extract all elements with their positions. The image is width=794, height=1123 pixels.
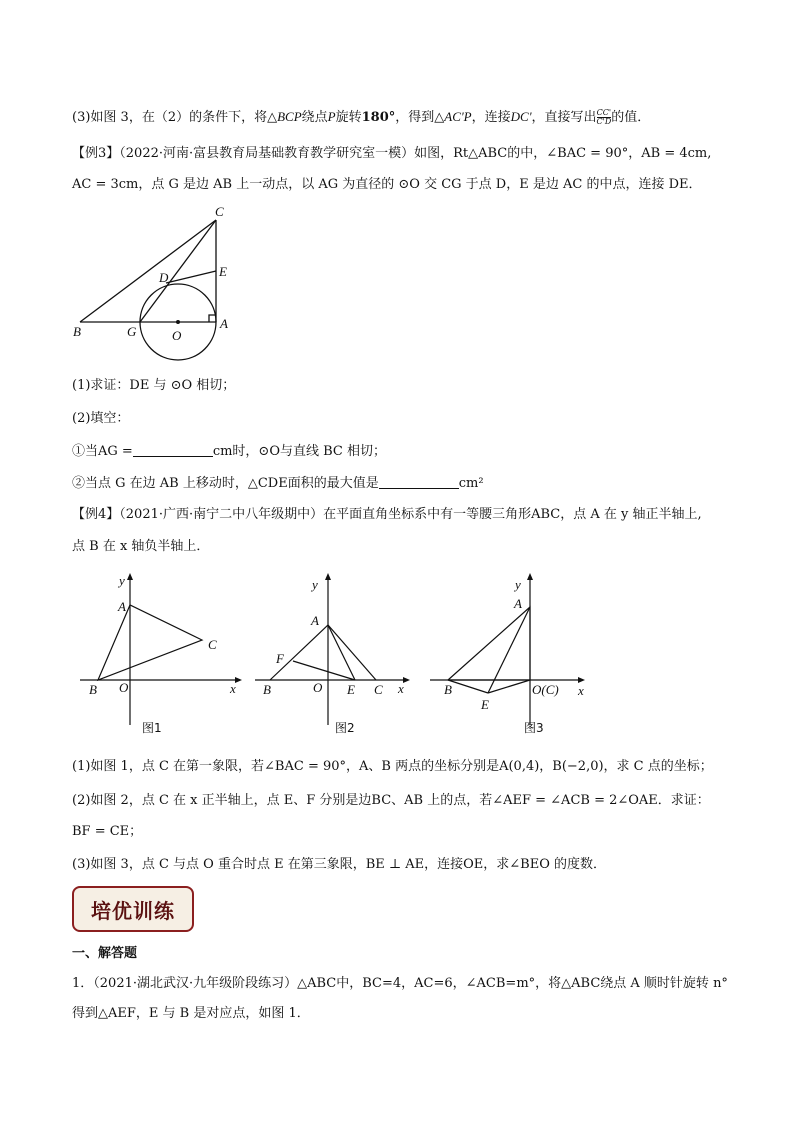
ex3-q2b: ②当点 G 在边 AB 上移动时，△CDE面积的最大值是 cm²	[72, 476, 484, 491]
label-y: y	[515, 577, 521, 592]
triangle-ABC	[98, 605, 202, 680]
y-arrow	[527, 573, 533, 580]
line-BE	[448, 680, 488, 693]
line-FE	[293, 661, 355, 680]
line-EO	[488, 680, 530, 693]
label-x: x	[398, 681, 404, 696]
problem1-line1: 1．（2021·湖北武汉·九年级阶段练习）△ABC中，BC=4，AC=6，∠ACB=m°，将△ABC绕点 A 顺时针旋转 n°	[72, 976, 728, 991]
section-heading: 一、解答题	[72, 946, 138, 961]
label-B: B	[89, 682, 97, 697]
section-badge: 培优训练	[72, 886, 194, 932]
example4-line2: 点 B 在 x 轴负半轴上．	[72, 539, 210, 554]
y-arrow	[325, 573, 331, 580]
label-O-C: O(C)	[532, 682, 559, 697]
label-y: y	[312, 577, 318, 592]
caption: 图1	[142, 721, 162, 735]
label-E: E	[347, 682, 355, 697]
label-C: C	[208, 637, 217, 652]
triangle-ABC	[270, 625, 376, 680]
label-G: G	[127, 324, 137, 339]
fraction: $\frac{CC'}{C'D}$	[596, 108, 612, 126]
example3-line1: 【例3】（2022·河南·富县教育局基础教育教学研究室一模）如图，Rt△ABC的中，∠BAC = 90°，AB = 4cm,	[72, 146, 712, 161]
line-BC	[80, 220, 216, 322]
label-O: O	[313, 680, 323, 695]
ex4-q3: (3)如图 3，点 C 与点 O 重合时点 E 在第三象限，BE ⊥ AE，连接OE，求∠BEO 的度数．	[72, 857, 606, 872]
label-x: x	[230, 681, 236, 696]
caption: 图3	[524, 721, 544, 735]
label-B: B	[73, 324, 81, 339]
line-GC	[140, 220, 216, 322]
example3-line2: AC = 3cm，点 G 是边 AB 上一动点，以 AG 为直径的 ⊙O 交 CG 于点 D，E 是边 AC 的中点，连接 DE．	[72, 177, 702, 192]
label-E: E	[481, 697, 489, 712]
problem1-line2: 得到△AEF，E 与 B 是对应点，如图 1．	[72, 1006, 310, 1021]
label-A: A	[118, 599, 126, 614]
answer-blank-1[interactable]	[133, 442, 213, 457]
figure-2	[255, 575, 420, 740]
label-O: O	[119, 680, 129, 695]
label-A: A	[220, 316, 228, 331]
ex3-q1: (1)求证：DE 与 ⊙O 相切；	[72, 378, 236, 393]
label-x: x	[578, 683, 584, 698]
x-arrow	[403, 677, 410, 683]
ex4-q1: (1)如图 1，点 C 在第一象限，若∠BAC = 90°，A、B 两点的坐标分别是A(0,4)，B(−2,0)，求 C 点的坐标；	[72, 759, 713, 774]
ex3-q2a: ①当AG = cm时，⊙O与直线 BC 相切；	[72, 444, 386, 459]
answer-blank-2[interactable]	[379, 474, 459, 489]
label-O: O	[172, 328, 182, 343]
line-AE	[328, 625, 355, 680]
label-A: A	[514, 596, 522, 611]
label-F: F	[276, 651, 284, 666]
example4-line1: 【例4】（2021·广西·南宁二中八年级期中）在平面直角坐标系中有一等腰三角形ABC，点 A 在 y 轴正半轴上,	[72, 507, 702, 522]
ex3-q2: (2)填空：	[72, 411, 130, 426]
label-B: B	[444, 682, 452, 697]
label-B: B	[263, 682, 271, 697]
caption: 图2	[335, 721, 355, 735]
triangle-ABC	[448, 607, 530, 680]
part3-line: (3)如图 3，在（2）的条件下，将△BCP绕点P旋转180°，得到△AC'P，连接DC'，直接写出 $\frac{CC'}{C'D}$ 的值．	[72, 108, 651, 126]
figure-3	[430, 575, 600, 740]
center-O-dot	[176, 320, 180, 324]
label-A: A	[311, 613, 319, 628]
example3-figure	[70, 200, 240, 350]
y-arrow	[127, 573, 133, 580]
ex4-q2a: (2)如图 2，点 C 在 x 正半轴上，点 E、F 分别是边BC、AB 上的点，若∠AEF = ∠ACB = 2∠OAE．求证：	[72, 793, 710, 808]
label-C: C	[374, 682, 383, 697]
x-arrow	[235, 677, 242, 683]
label-D: D	[159, 270, 169, 285]
label-C: C	[215, 204, 224, 219]
label-E: E	[219, 264, 227, 279]
ex4-q2b: BF = CE；	[72, 824, 143, 839]
label-y: y	[119, 573, 125, 588]
figure-1	[80, 575, 250, 740]
